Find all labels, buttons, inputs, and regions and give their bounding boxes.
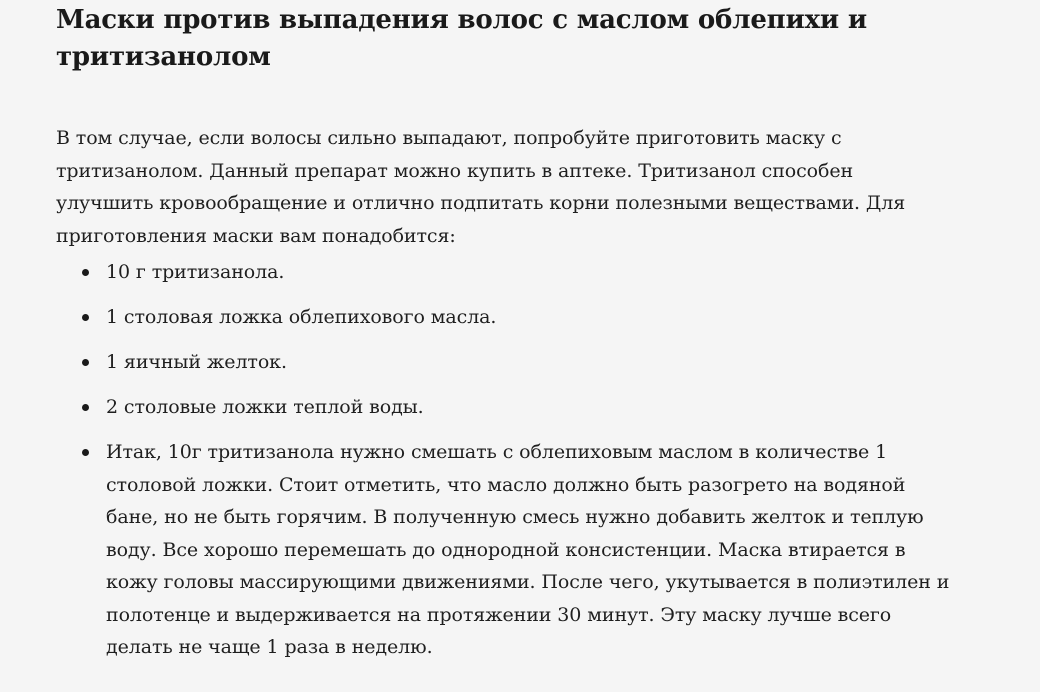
list-item-text: Итак, 10г тритизанола нужно смешать с облепиховым маслом в количестве 1 столовой ложки. Стоит отметить, что масло должно быть разогрето на водяной бане, но не быть горячим. В полученную смесь нужно добавить желток и теплую воду. Все хорошо перемешать до однородной консистенции. Маска втирается в кожу головы массирующими движениями. После чего, укутывается в полиэтилен и полотенце и выдерживается на протяжении 30 минут. Эту маску лучше всего делать не чаще 1 раза в неделю. bbox=[106, 441, 950, 658]
bullet-icon bbox=[82, 359, 89, 366]
list-item-text: 1 яичный желток. bbox=[106, 351, 287, 373]
article bbox=[56, 0, 956, 676]
list-item bbox=[56, 346, 956, 379]
list-item-text: 1 столовая ложка облепихового масла. bbox=[106, 306, 497, 328]
bullet-icon bbox=[82, 269, 89, 276]
list-item-text: 2 столовые ложки теплой воды. bbox=[106, 396, 424, 418]
list-item bbox=[56, 301, 956, 334]
bullet-icon bbox=[82, 449, 89, 456]
list-item bbox=[56, 436, 952, 664]
list-item bbox=[56, 256, 956, 289]
list-item bbox=[56, 391, 956, 424]
bullet-icon bbox=[82, 404, 89, 411]
article-title: Маски против выпадения волос с маслом облепихи и тритизанолом bbox=[56, 5, 867, 72]
ingredients-list bbox=[56, 256, 956, 664]
page-edge bbox=[1040, 0, 1045, 692]
list-item-text: 10 г тритизанола. bbox=[106, 261, 285, 283]
bullet-icon bbox=[82, 314, 89, 321]
intro-paragraph: В том случае, если волосы сильно выпадают, попробуйте приготовить маску с тритизанолом. Данный препарат можно купить в аптеке. Тритизанол способен улучшить кровообращение и отлично подпитать корни полезными веществами. Для приготовления маски вам понадобится: bbox=[56, 127, 906, 247]
